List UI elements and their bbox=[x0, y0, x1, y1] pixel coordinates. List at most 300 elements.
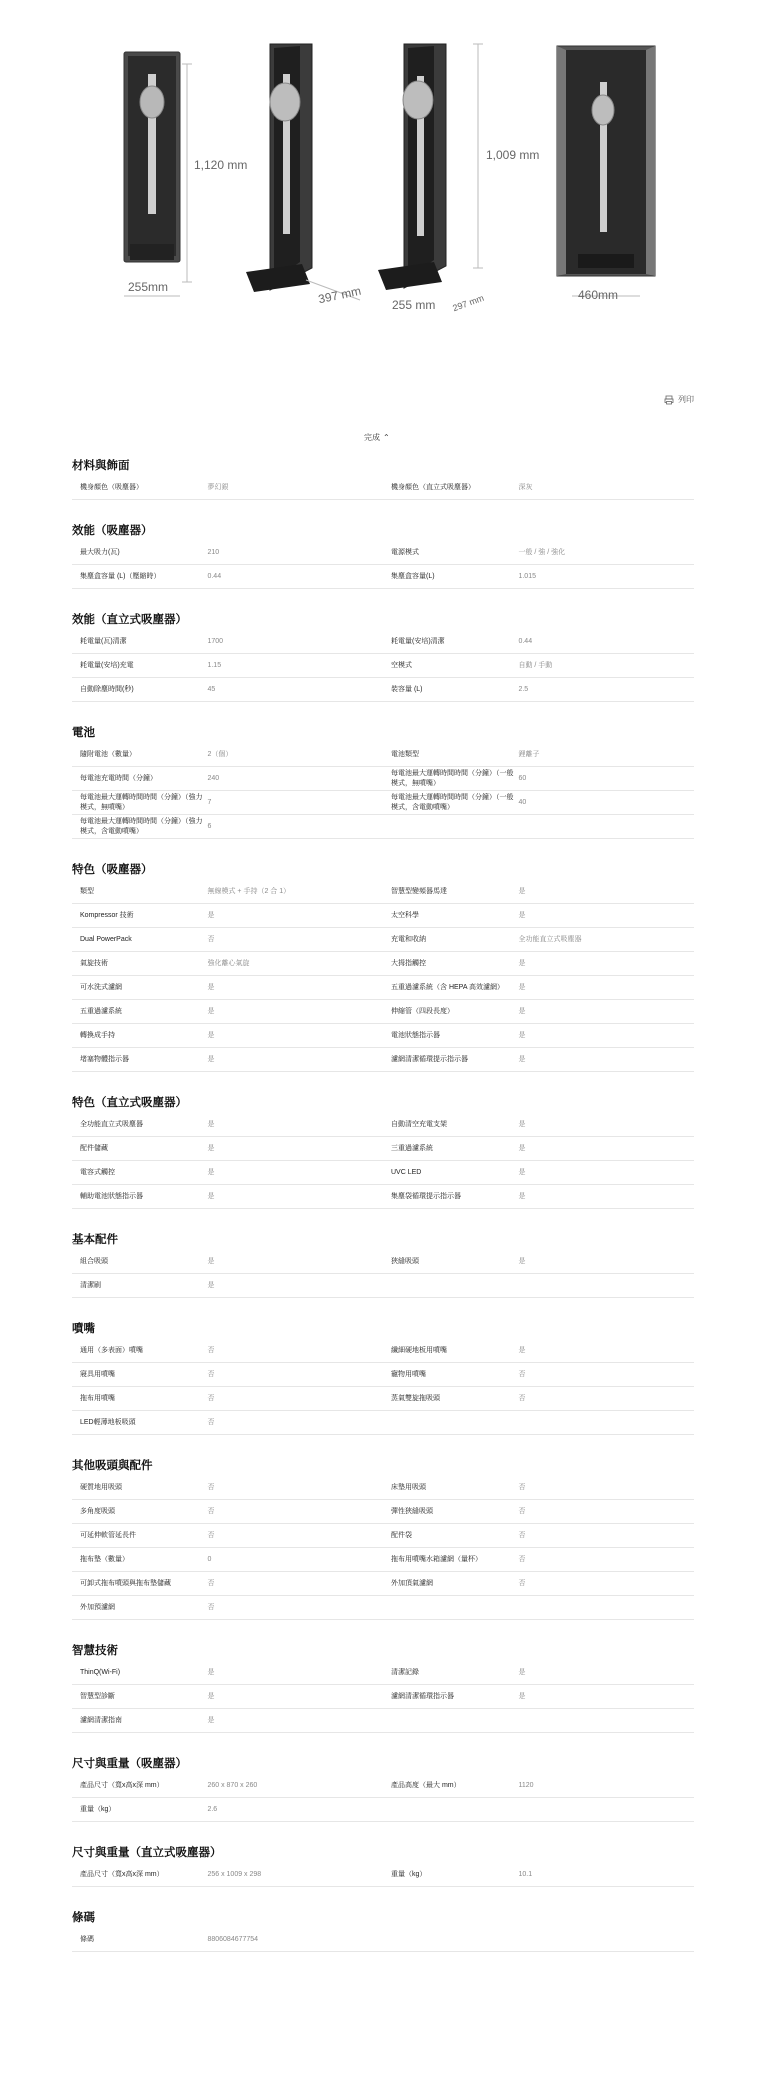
dimension-label-width-front: 255mm bbox=[128, 280, 169, 294]
section-title: 噴嘴 bbox=[72, 1323, 95, 1335]
spec-value: 是 bbox=[518, 1257, 526, 1265]
spec-label: 隨附電池（數量） bbox=[80, 750, 136, 758]
spec-value: 強化離心氣旋 bbox=[207, 959, 250, 967]
dimension-label-height-side: 1,009 mm bbox=[486, 148, 540, 162]
spec-pair bbox=[72, 1781, 383, 1791]
spec-label: 集塵盒容量(L) bbox=[391, 572, 435, 580]
spec-section bbox=[72, 521, 694, 589]
spec-pair bbox=[72, 1192, 383, 1202]
spec-label: Dual PowerPack bbox=[80, 935, 132, 943]
spec-label: 每電池最大運轉時間時間（分鐘）（強力模式，含電動噴嘴） bbox=[80, 817, 203, 835]
spec-row bbox=[72, 1709, 694, 1733]
spec-value: 是 bbox=[518, 1144, 526, 1152]
spec-label: 蒸氣雙旋拖吸頭 bbox=[391, 1394, 440, 1402]
spec-row bbox=[72, 976, 694, 1000]
spec-value: 40 bbox=[518, 798, 527, 806]
spec-label: LED輕薄地板吸頭 bbox=[80, 1418, 136, 1426]
spec-value: 2（個） bbox=[207, 750, 233, 758]
spec-label: 外加頂氣濾網 bbox=[391, 1579, 433, 1587]
section-title: 尺寸與重量（直立式吸塵器） bbox=[72, 1847, 222, 1859]
spec-label: 拖布用噴嘴水箱濾網（量杯） bbox=[391, 1555, 482, 1563]
spec-section bbox=[72, 1456, 694, 1620]
spec-label: 大拇指觸控 bbox=[391, 959, 426, 967]
spec-row bbox=[72, 565, 694, 589]
spec-pair bbox=[383, 887, 694, 897]
spec-value: 是 bbox=[207, 911, 215, 919]
spec-pair bbox=[383, 1031, 694, 1041]
spec-pair bbox=[383, 1007, 694, 1017]
printer-icon bbox=[664, 395, 674, 405]
spec-label: 輔助電池狀態指示器 bbox=[80, 1192, 143, 1200]
spec-label: 五重過濾系統（含 HEPA 高效濾網） bbox=[391, 983, 505, 991]
spec-pair bbox=[383, 1870, 694, 1880]
spec-pair bbox=[383, 935, 694, 945]
spec-row bbox=[72, 767, 694, 791]
spec-section bbox=[72, 1843, 694, 1887]
spec-row bbox=[72, 1250, 694, 1274]
spec-value: 否 bbox=[207, 1394, 215, 1402]
spec-label: 重量（kg） bbox=[80, 1805, 116, 1813]
spec-pair bbox=[72, 1668, 383, 1678]
spec-value: 1.015 bbox=[518, 572, 536, 580]
spec-value: 45 bbox=[207, 685, 216, 693]
spec-row bbox=[72, 1661, 694, 1685]
spec-label: 轉換成手持 bbox=[80, 1031, 115, 1039]
spec-label: 拖布用噴嘴 bbox=[80, 1394, 115, 1402]
spec-label: 自動清空充電支架 bbox=[391, 1120, 447, 1128]
spec-pair bbox=[383, 1781, 694, 1791]
spec-pair bbox=[383, 1257, 694, 1267]
spec-label: 產品尺寸（寬x高x深 mm） bbox=[80, 1781, 164, 1789]
spec-value: 7 bbox=[207, 798, 212, 806]
spec-label: 空模式 bbox=[391, 661, 412, 669]
spec-section bbox=[72, 723, 694, 839]
spec-label: 配件儲藏 bbox=[80, 1144, 108, 1152]
spec-value: 是 bbox=[207, 1192, 215, 1200]
spec-section bbox=[72, 610, 694, 702]
spec-label: 耗電量(安培)清潔 bbox=[391, 637, 445, 645]
spec-value: 是 bbox=[207, 1055, 215, 1063]
chevron-up-icon: ⌃ bbox=[383, 433, 390, 442]
spec-pair bbox=[383, 983, 694, 993]
spec-row bbox=[72, 1596, 694, 1620]
spec-pair bbox=[72, 959, 383, 969]
spec-section bbox=[72, 1230, 694, 1298]
spec-row bbox=[72, 1572, 694, 1596]
spec-value: 是 bbox=[518, 1031, 526, 1039]
spec-value: 240 bbox=[207, 774, 220, 782]
spec-pair bbox=[383, 548, 694, 558]
spec-value: 2.5 bbox=[518, 685, 529, 693]
spec-value: 是 bbox=[207, 1281, 215, 1289]
spec-label: 太空科學 bbox=[391, 911, 419, 919]
spec-row bbox=[72, 1000, 694, 1024]
spec-pair bbox=[383, 1192, 694, 1202]
spec-label: ThinQ(Wi-Fi) bbox=[80, 1668, 121, 1676]
spec-pair bbox=[72, 1370, 383, 1380]
spec-pair bbox=[72, 1603, 383, 1613]
spec-pair bbox=[72, 1144, 383, 1154]
spec-pair bbox=[72, 1935, 383, 1945]
spec-pair bbox=[383, 793, 694, 813]
spec-row bbox=[72, 743, 694, 767]
spec-pair bbox=[383, 1692, 694, 1702]
spec-pair bbox=[72, 685, 383, 695]
spec-value: 否 bbox=[207, 1483, 215, 1491]
spec-value: 60 bbox=[518, 774, 527, 782]
section-title: 特色（直立式吸塵器） bbox=[72, 1097, 187, 1109]
spec-pair bbox=[383, 769, 694, 789]
spec-label: 智慧型變頻器馬達 bbox=[391, 887, 447, 895]
spec-value: 一般 / 強 / 強化 bbox=[518, 548, 566, 556]
spec-label: 集塵袋循環提示指示器 bbox=[391, 1192, 461, 1200]
spec-value: 是 bbox=[207, 1007, 215, 1015]
spec-row bbox=[72, 928, 694, 952]
spec-label: 電池類型 bbox=[391, 750, 419, 758]
section-title: 其他吸頭與配件 bbox=[72, 1460, 153, 1472]
spec-label: UVC LED bbox=[391, 1168, 422, 1176]
spec-value: 全功能直立式吸塵器 bbox=[518, 935, 582, 943]
spec-pair bbox=[72, 1483, 383, 1493]
spec-value: 0.44 bbox=[207, 572, 222, 580]
spec-label: 堵塞物體指示器 bbox=[80, 1055, 129, 1063]
spec-pair bbox=[72, 1007, 383, 1017]
spec-row bbox=[72, 678, 694, 702]
spec-label: 充電和收納 bbox=[391, 935, 426, 943]
spec-value: 否 bbox=[207, 1418, 215, 1426]
spec-label: 寵物用噴嘴 bbox=[391, 1370, 426, 1378]
section-title: 材料與飾面 bbox=[72, 460, 130, 472]
spec-label: 裝容量 (L) bbox=[391, 685, 423, 693]
collapse-specs-button[interactable] bbox=[364, 432, 390, 443]
spec-row bbox=[72, 1548, 694, 1572]
spec-pair bbox=[383, 959, 694, 969]
spec-value: 是 bbox=[518, 1192, 526, 1200]
dimension-label-depth-angled: 397 mm bbox=[317, 283, 363, 307]
spec-label: 拖布墊（數量） bbox=[80, 1555, 129, 1563]
spec-label: 電池狀態指示器 bbox=[391, 1031, 440, 1039]
spec-value: 自動 / 手動 bbox=[518, 661, 553, 669]
spec-label: 最大吸力(瓦) bbox=[80, 548, 120, 556]
spec-value: 是 bbox=[518, 959, 526, 967]
product-dimension-images bbox=[0, 0, 770, 330]
spec-pair bbox=[72, 1394, 383, 1404]
spec-value: 是 bbox=[207, 1031, 215, 1039]
spec-label: 耗電量(安培)充電 bbox=[80, 661, 134, 669]
spec-row bbox=[72, 1863, 694, 1887]
spec-value: 是 bbox=[207, 1668, 215, 1676]
spec-pair bbox=[383, 1531, 694, 1541]
spec-pair bbox=[72, 1579, 383, 1589]
section-title: 特色（吸塵器） bbox=[72, 864, 153, 876]
spec-pair bbox=[383, 483, 694, 493]
dimension-label-height-front: 1,120 mm bbox=[194, 158, 248, 172]
print-label: 列印 bbox=[678, 395, 694, 404]
spec-pair bbox=[383, 1144, 694, 1154]
spec-pair bbox=[72, 1805, 383, 1815]
spec-pair bbox=[383, 1370, 694, 1380]
print-button[interactable] bbox=[664, 394, 694, 405]
product-angled-view bbox=[246, 44, 360, 300]
spec-label: 三重過濾系統 bbox=[391, 1144, 433, 1152]
spec-row bbox=[72, 1500, 694, 1524]
spec-pair bbox=[72, 1555, 383, 1565]
spec-value: 是 bbox=[518, 1055, 526, 1063]
spec-sections bbox=[72, 456, 694, 1952]
spec-label: 狹縫吸頭 bbox=[391, 1257, 419, 1265]
spec-pair bbox=[383, 911, 694, 921]
section-title: 智慧技術 bbox=[72, 1645, 118, 1657]
spec-row bbox=[72, 1339, 694, 1363]
spec-label: Kompressor 技術 bbox=[80, 911, 134, 919]
spec-pair bbox=[72, 1716, 383, 1726]
spec-label: 產品尺寸（寬x高x深 mm） bbox=[80, 1870, 164, 1878]
spec-pair bbox=[72, 1507, 383, 1517]
spec-row bbox=[72, 1048, 694, 1072]
spec-row bbox=[72, 1685, 694, 1709]
spec-label: 電源模式 bbox=[391, 548, 419, 556]
spec-pair bbox=[383, 1507, 694, 1517]
spec-value: 是 bbox=[518, 983, 526, 991]
spec-label: 每電池充電時間（分鐘） bbox=[80, 774, 157, 782]
product-illustrations bbox=[0, 0, 770, 330]
spec-value: 是 bbox=[518, 1668, 526, 1676]
spec-row bbox=[72, 815, 694, 839]
spec-value: 是 bbox=[207, 1144, 215, 1152]
spec-row bbox=[72, 630, 694, 654]
spec-value: 否 bbox=[518, 1579, 526, 1587]
section-title: 效能（直立式吸塵器） bbox=[72, 614, 187, 626]
spec-value: 是 bbox=[518, 1692, 526, 1700]
spec-pair bbox=[72, 1531, 383, 1541]
spec-row bbox=[72, 1185, 694, 1209]
spec-label: 類型 bbox=[80, 887, 94, 895]
spec-label: 集塵盒容量 (L)（壓縮時） bbox=[80, 572, 161, 580]
spec-pair bbox=[72, 750, 383, 760]
spec-label: 自動除塵時間(秒) bbox=[80, 685, 134, 693]
spec-pair bbox=[383, 1483, 694, 1493]
spec-pair bbox=[383, 1555, 694, 1565]
done-label: 完成 bbox=[364, 433, 380, 442]
spec-pair bbox=[72, 887, 383, 897]
spec-label: 電容式觸控 bbox=[80, 1168, 115, 1176]
spec-value: 否 bbox=[518, 1370, 526, 1378]
spec-pair bbox=[72, 1120, 383, 1130]
product-front-view bbox=[124, 52, 192, 296]
spec-label: 機身顏色（直立式吸塵器） bbox=[391, 483, 475, 491]
spec-value: 否 bbox=[518, 1394, 526, 1402]
spec-value: 是 bbox=[518, 1168, 526, 1176]
spec-value: 1120 bbox=[518, 1781, 534, 1789]
spec-value: 1.15 bbox=[207, 661, 222, 669]
spec-label: 可延伸軟管延長件 bbox=[80, 1531, 136, 1539]
spec-pair bbox=[383, 1394, 694, 1404]
spec-label: 可水洗式濾網 bbox=[80, 983, 122, 991]
spec-value: 否 bbox=[518, 1483, 526, 1491]
spec-pair bbox=[72, 1692, 383, 1702]
spec-pair bbox=[72, 1055, 383, 1065]
spec-value: 是 bbox=[207, 1692, 215, 1700]
spec-label: 外加預濾網 bbox=[80, 1603, 115, 1611]
spec-row bbox=[72, 1774, 694, 1798]
spec-row bbox=[72, 1928, 694, 1952]
spec-value: 0.44 bbox=[518, 637, 533, 645]
spec-value: 否 bbox=[207, 1507, 215, 1515]
spec-label: 全功能直立式吸塵器 bbox=[80, 1120, 143, 1128]
spec-label: 條碼 bbox=[80, 1935, 94, 1943]
spec-label: 濾網清潔循環提示指示器 bbox=[391, 1055, 468, 1063]
spec-value: 是 bbox=[518, 887, 526, 895]
spec-value: 256 x 1009 x 298 bbox=[207, 1870, 262, 1878]
section-title: 效能（吸塵器） bbox=[72, 525, 153, 537]
spec-value: 否 bbox=[207, 1346, 215, 1354]
spec-label: 組合吸頭 bbox=[80, 1257, 108, 1265]
spec-label: 硬質地用吸頭 bbox=[80, 1483, 122, 1491]
spec-pair bbox=[383, 572, 694, 582]
spec-pair bbox=[72, 1281, 383, 1291]
spec-row bbox=[72, 1387, 694, 1411]
spec-value: 是 bbox=[518, 1346, 526, 1354]
spec-value: 是 bbox=[518, 911, 526, 919]
spec-pair bbox=[383, 1120, 694, 1130]
spec-label: 清潔記錄 bbox=[391, 1668, 419, 1676]
spec-label: 多角度吸頭 bbox=[80, 1507, 115, 1515]
spec-pair bbox=[72, 1870, 383, 1880]
spec-value: 否 bbox=[207, 1531, 215, 1539]
spec-value: 210 bbox=[207, 548, 220, 556]
spec-label: 每電池最大運轉時間時間（分鐘）（一般模式，無噴嘴） bbox=[391, 769, 514, 787]
spec-row bbox=[72, 1024, 694, 1048]
spec-row bbox=[72, 1161, 694, 1185]
spec-section bbox=[72, 1093, 694, 1209]
spec-pair bbox=[72, 817, 383, 837]
spec-label: 濾網清潔指南 bbox=[80, 1716, 122, 1724]
spec-section bbox=[72, 860, 694, 1072]
spec-row bbox=[72, 541, 694, 565]
spec-row bbox=[72, 1524, 694, 1548]
spec-value: 6 bbox=[207, 822, 212, 830]
spec-pair bbox=[72, 1168, 383, 1178]
spec-value: 否 bbox=[207, 1579, 215, 1587]
spec-value: 深灰 bbox=[518, 483, 533, 491]
spec-pair bbox=[72, 983, 383, 993]
spec-value: 是 bbox=[207, 1120, 215, 1128]
spec-pair bbox=[383, 1168, 694, 1178]
spec-pair bbox=[72, 793, 383, 813]
spec-pair bbox=[72, 637, 383, 647]
spec-pair bbox=[72, 572, 383, 582]
spec-value: 10.1 bbox=[518, 1870, 533, 1878]
spec-row bbox=[72, 904, 694, 928]
spec-pair bbox=[383, 1055, 694, 1065]
spec-row bbox=[72, 1411, 694, 1435]
spec-value: 無線模式 + 手持（2 合 1） bbox=[207, 887, 291, 895]
spec-value: 否 bbox=[518, 1531, 526, 1539]
spec-pair bbox=[72, 483, 383, 493]
dimension-label-width-side: 255 mm bbox=[392, 298, 436, 312]
spec-label: 伸縮管（四段長度） bbox=[391, 1007, 454, 1015]
section-title: 基本配件 bbox=[72, 1234, 118, 1246]
spec-row bbox=[72, 880, 694, 904]
spec-pair bbox=[72, 661, 383, 671]
spec-value: 是 bbox=[518, 1007, 526, 1015]
spec-row bbox=[72, 791, 694, 815]
spec-label: 可卸式拖布噴頭與拖布墊儲藏 bbox=[80, 1579, 171, 1587]
product-side-view bbox=[378, 44, 483, 290]
spec-pair bbox=[72, 911, 383, 921]
spec-label: 床墊用吸頭 bbox=[391, 1483, 426, 1491]
spec-pair bbox=[72, 1418, 383, 1428]
spec-value: 是 bbox=[518, 1120, 526, 1128]
spec-value: 1700 bbox=[207, 637, 224, 645]
spec-value: 否 bbox=[207, 935, 215, 943]
spec-pair bbox=[72, 935, 383, 945]
spec-pair bbox=[72, 1346, 383, 1356]
spec-label: 機身顏色（吸塵器） bbox=[80, 483, 143, 491]
spec-value: 是 bbox=[207, 1716, 215, 1724]
spec-section bbox=[72, 1641, 694, 1733]
spec-label: 每電池最大運轉時間時間（分鐘）（一般模式，含電動噴嘴） bbox=[391, 793, 514, 811]
spec-pair bbox=[383, 637, 694, 647]
spec-label: 配件袋 bbox=[391, 1531, 412, 1539]
spec-row bbox=[72, 1137, 694, 1161]
spec-value: 2.6 bbox=[207, 1805, 218, 1813]
spec-value: 0 bbox=[207, 1555, 212, 1563]
spec-value: 是 bbox=[207, 1168, 215, 1176]
spec-row bbox=[72, 1274, 694, 1298]
spec-pair bbox=[72, 1257, 383, 1267]
spec-value: 是 bbox=[207, 983, 215, 991]
spec-section bbox=[72, 456, 694, 500]
spec-section bbox=[72, 1319, 694, 1435]
spec-label: 每電池最大運轉時間時間（分鐘）（強力模式，無噴嘴） bbox=[80, 793, 203, 811]
spec-label: 五重過濾系統 bbox=[80, 1007, 122, 1015]
spec-value: 260 x 870 x 260 bbox=[207, 1781, 258, 1789]
spec-row bbox=[72, 952, 694, 976]
section-title: 電池 bbox=[72, 727, 95, 739]
spec-pair bbox=[383, 1346, 694, 1356]
spec-pair bbox=[383, 1668, 694, 1678]
section-title: 尺寸與重量（吸塵器） bbox=[72, 1758, 187, 1770]
spec-value: 否 bbox=[207, 1370, 215, 1378]
spec-value: 否 bbox=[518, 1555, 526, 1563]
spec-pair bbox=[383, 750, 694, 760]
spec-row bbox=[72, 1363, 694, 1387]
spec-value: 否 bbox=[518, 1507, 526, 1515]
spec-label: 通用（多表面）噴嘴 bbox=[80, 1346, 143, 1354]
spec-value: 鋰離子 bbox=[518, 750, 540, 758]
spec-value: 8806084677754 bbox=[207, 1935, 259, 1943]
spec-pair bbox=[383, 1579, 694, 1589]
spec-pair bbox=[72, 548, 383, 558]
section-title: 條碼 bbox=[72, 1912, 95, 1924]
spec-label: 氣旋技術 bbox=[80, 959, 108, 967]
spec-row bbox=[72, 1798, 694, 1822]
spec-value: 夢幻銀 bbox=[207, 483, 229, 491]
spec-section bbox=[72, 1908, 694, 1952]
spec-row bbox=[72, 1113, 694, 1137]
spec-row bbox=[72, 654, 694, 678]
spec-label: 智慧型診斷 bbox=[80, 1692, 115, 1700]
spec-pair bbox=[383, 661, 694, 671]
spec-label: 纖細硬地板用噴嘴 bbox=[391, 1346, 447, 1354]
spec-label: 彈性狹縫吸頭 bbox=[391, 1507, 433, 1515]
spec-label: 寢具用噴嘴 bbox=[80, 1370, 115, 1378]
spec-label: 耗電量(瓦)清潔 bbox=[80, 637, 127, 645]
spec-label: 重量（kg） bbox=[391, 1870, 427, 1878]
spec-row bbox=[72, 1476, 694, 1500]
spec-row bbox=[72, 476, 694, 500]
